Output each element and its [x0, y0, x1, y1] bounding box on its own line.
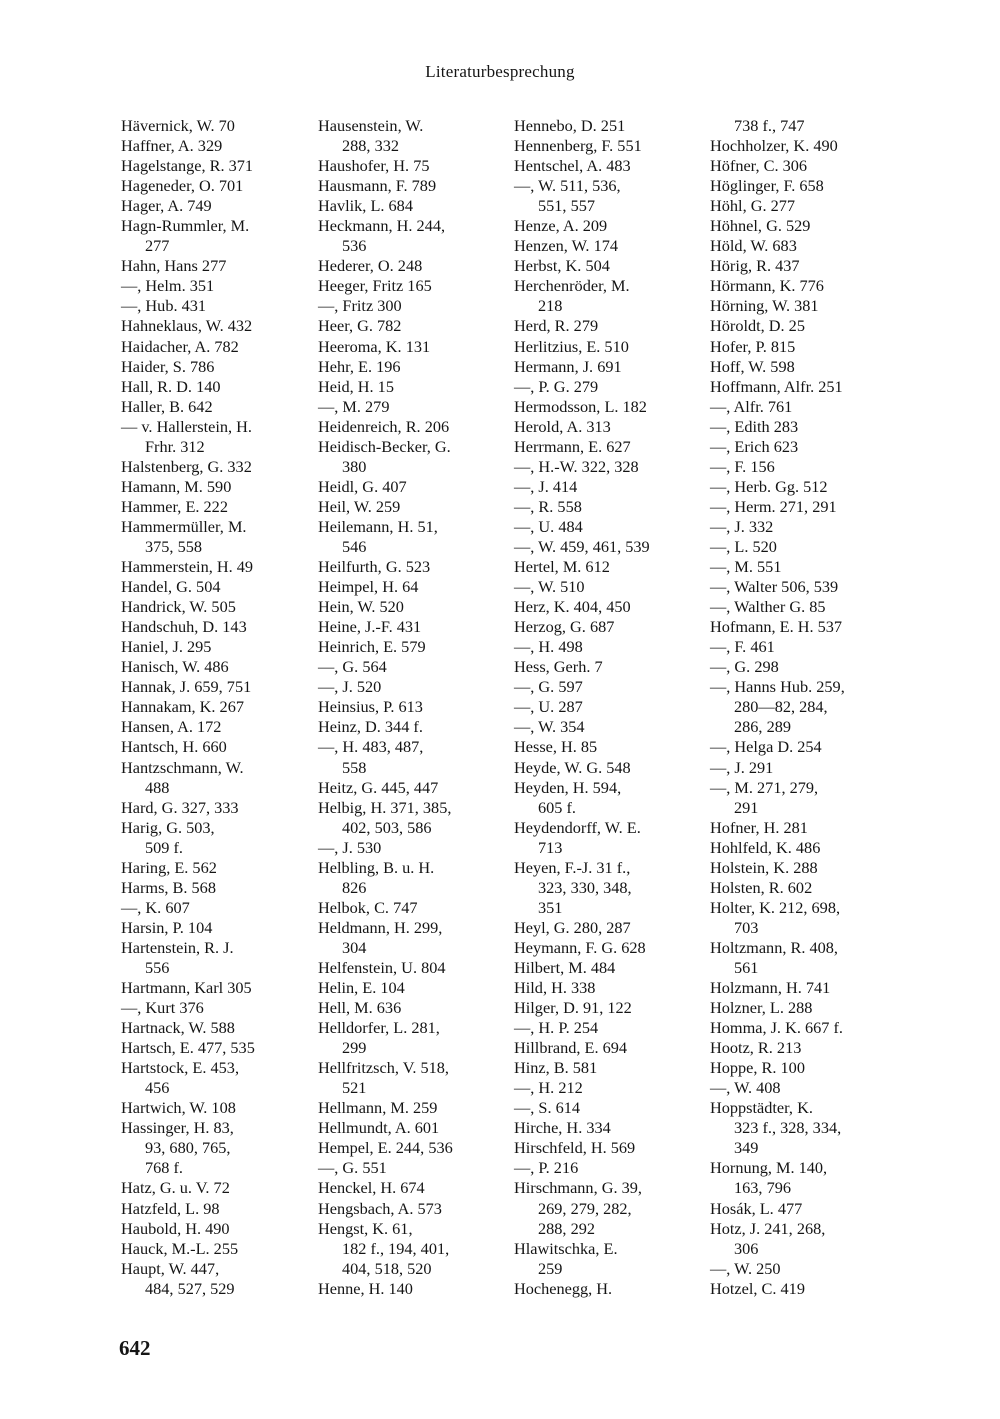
- index-entry: Henzen, W. 174: [514, 236, 618, 256]
- index-entry: Haffner, A. 329: [121, 136, 223, 156]
- index-entry: —, M. 279: [318, 396, 390, 416]
- index-entry: 291: [734, 797, 759, 817]
- index-entry: Hild, H. 338: [514, 978, 596, 998]
- index-entry: Heimpel, H. 64: [318, 577, 419, 597]
- index-entry: —, L. 520: [710, 536, 777, 556]
- index-entry: 323, 330, 348,: [538, 877, 632, 897]
- index-entry: Hörning, W. 381: [710, 296, 819, 316]
- index-entry: Hagn-Rummler, M.: [121, 216, 250, 236]
- index-entry: Heckmann, H. 244,: [318, 216, 446, 236]
- index-entry: Heidisch-Becker, G.: [318, 436, 451, 456]
- index-entry: Höfner, C. 306: [710, 156, 808, 176]
- index-entry: Hochenegg, H.: [514, 1278, 613, 1298]
- index-entry: 536: [342, 236, 367, 256]
- index-entry: Hofmann, E. H. 537: [710, 617, 843, 637]
- index-entry: Haniel, J. 295: [121, 637, 212, 657]
- index-entry: 402, 503, 586: [342, 817, 432, 837]
- index-entry: —, H. 483, 487,: [318, 737, 424, 757]
- index-entry: —, Walther G. 85: [710, 597, 826, 617]
- index-entry: Heilemann, H. 51,: [318, 516, 438, 536]
- index-entry: —, W. 250: [710, 1258, 781, 1278]
- index-entry: Hammermüller, M.: [121, 516, 247, 536]
- index-entry: 826: [342, 877, 367, 897]
- index-entry: —, Herb. Gg. 512: [710, 476, 828, 496]
- index-entry: —, Hub. 431: [121, 296, 207, 316]
- index-entry: Hertel, M. 612: [514, 557, 610, 577]
- index-entry: Hassinger, H. 83,: [121, 1118, 234, 1138]
- index-entry: Haushofer, H. 75: [318, 156, 430, 176]
- index-column-4: [710, 116, 890, 1299]
- index-entry: Heil, W. 259: [318, 496, 401, 516]
- index-entry: Hammer, E. 222: [121, 496, 228, 516]
- index-entry: 277: [145, 236, 170, 256]
- index-entry: Heilfurth, G. 523: [318, 557, 431, 577]
- index-entry: Helbok, C. 747: [318, 897, 418, 917]
- index-entry: Handel, G. 504: [121, 577, 221, 597]
- index-entry: Havlik, L. 684: [318, 196, 413, 216]
- index-entry: —, W. 511, 536,: [514, 176, 621, 196]
- index-entry: 509 f.: [145, 837, 183, 857]
- index-column-3: [514, 116, 694, 1299]
- index-entry: Heyl, G. 280, 287: [514, 917, 631, 937]
- index-entry: Hootz, R. 213: [710, 1038, 802, 1058]
- index-entry: —, W. 510: [514, 577, 585, 597]
- index-entry: Hermodsson, L. 182: [514, 396, 647, 416]
- index-entry: —, Erich 623: [710, 436, 799, 456]
- index-entry: Herrmann, E. 627: [514, 436, 631, 456]
- index-entry: Frhr. 312: [145, 436, 205, 456]
- index-entry: Heinsius, P. 613: [318, 697, 423, 717]
- index-entry: —, J. 530: [318, 837, 382, 857]
- index-entry: 349: [734, 1138, 759, 1158]
- index-entry: 488: [145, 777, 170, 797]
- index-entry: Hengst, K. 61,: [318, 1218, 413, 1238]
- index-entry: Hartwich, W. 108: [121, 1098, 236, 1118]
- index-entry: 456: [145, 1078, 170, 1098]
- index-entry: 484, 527, 529: [145, 1278, 235, 1298]
- index-entry: Hoff, W. 598: [710, 356, 795, 376]
- index-entry: Haller, B. 642: [121, 396, 213, 416]
- index-entry: —, H. P. 254: [514, 1018, 599, 1038]
- index-entry: Helin, E. 104: [318, 978, 405, 998]
- index-entry: Herlitzius, E. 510: [514, 336, 629, 356]
- index-entry: Hannakam, K. 267: [121, 697, 244, 717]
- index-entry: Hennenberg, F. 551: [514, 136, 642, 156]
- index-entry: —, U. 287: [514, 697, 583, 717]
- index-entry: 713: [538, 837, 563, 857]
- index-entry: Helbling, B. u. H.: [318, 857, 435, 877]
- index-entry: 304: [342, 937, 367, 957]
- index-entry: Henne, H. 140: [318, 1278, 413, 1298]
- index-entry: Herz, K. 404, 450: [514, 597, 631, 617]
- index-column-1: [121, 116, 301, 1299]
- index-entry: Hall, R. D. 140: [121, 376, 221, 396]
- index-entry: Haubold, H. 490: [121, 1218, 230, 1238]
- index-entry: —, J. 291: [710, 757, 774, 777]
- index-entry: Harig, G. 503,: [121, 817, 215, 837]
- index-entry: Hederer, O. 248: [318, 256, 423, 276]
- index-entry: 280—82, 284,: [734, 697, 828, 717]
- index-entry: Hlawitschka, E.: [514, 1238, 618, 1258]
- index-entry: Hinz, B. 581: [514, 1058, 598, 1078]
- index-entry: 521: [342, 1078, 367, 1098]
- index-entry: Holstein, K. 288: [710, 857, 818, 877]
- index-entry: Hermann, J. 691: [514, 356, 622, 376]
- index-entry: —, P. 216: [514, 1158, 579, 1178]
- index-entry: Hager, A. 749: [121, 196, 212, 216]
- index-entry: Hausmann, F. 789: [318, 176, 437, 196]
- index-entry: —, W. 408: [710, 1078, 781, 1098]
- index-entry: Heeroma, K. 131: [318, 336, 431, 356]
- index-entry: Hauck, M.-L. 255: [121, 1238, 239, 1258]
- index-entry: 306: [734, 1238, 759, 1258]
- index-entry: 738 f., 747: [734, 116, 805, 135]
- index-entry: Heeger, Fritz 165: [318, 276, 432, 296]
- index-entry: 286, 289: [734, 717, 791, 737]
- index-entry: Hantzschmann, W.: [121, 757, 244, 777]
- index-entry: Höld, W. 683: [710, 236, 797, 256]
- index-entry: —, Helm. 351: [121, 276, 215, 296]
- index-entry: Helbig, H. 371, 385,: [318, 797, 452, 817]
- index-entry: Henckel, H. 674: [318, 1178, 425, 1198]
- index-entry: —, M. 271, 279,: [710, 777, 819, 797]
- index-entry: —, H. 498: [514, 637, 583, 657]
- index-entry: Hillbrand, E. 694: [514, 1038, 628, 1058]
- index-entry: Herzog, G. 687: [514, 617, 615, 637]
- index-entry: Holzner, L. 288: [710, 998, 813, 1018]
- index-entry: 288, 332: [342, 136, 399, 156]
- index-entry: Hammerstein, H. 49: [121, 557, 254, 577]
- index-entry: 218: [538, 296, 563, 316]
- index-entry: —, R. 558: [514, 496, 582, 516]
- index-entry: 558: [342, 757, 367, 777]
- index-entry: Hotz, J. 241, 268,: [710, 1218, 826, 1238]
- index-entry: Hartstock, E. 453,: [121, 1058, 240, 1078]
- index-entry: Hävernick, W. 70: [121, 116, 235, 135]
- index-entry: —, Alfr. 761: [710, 396, 793, 416]
- index-entry: Handschuh, D. 143: [121, 617, 247, 637]
- index-entry: Halstenberg, G. 332: [121, 456, 252, 476]
- index-entry: Hess, Gerh. 7: [514, 657, 603, 677]
- index-entry: Harsin, P. 104: [121, 917, 213, 937]
- index-entry: Hotzel, C. 419: [710, 1278, 805, 1298]
- index-entry: Hosák, L. 477: [710, 1198, 803, 1218]
- running-header: Literaturbesprechung: [425, 62, 575, 81]
- index-entry: Hard, G. 327, 333: [121, 797, 239, 817]
- index-entry: Heidenreich, R. 206: [318, 416, 450, 436]
- index-entry: Heyde, W. G. 548: [514, 757, 631, 777]
- index-entry: —, Hanns Hub. 259,: [710, 677, 845, 697]
- index-entry: Haring, E. 562: [121, 857, 217, 877]
- index-entry: Harms, B. 568: [121, 877, 216, 897]
- index-entry: Hatzfeld, L. 98: [121, 1198, 220, 1218]
- index-entry: 404, 518, 520: [342, 1258, 432, 1278]
- index-entry: Helldorfer, L. 281,: [318, 1018, 440, 1038]
- index-entry: Heer, G. 782: [318, 316, 402, 336]
- index-entry: Heid, H. 15: [318, 376, 394, 396]
- index-entry: Haupt, W. 447,: [121, 1258, 220, 1278]
- index-entry: Hörmann, K. 776: [710, 276, 824, 296]
- index-entry: 556: [145, 957, 170, 977]
- index-entry: —, J. 414: [514, 476, 578, 496]
- index-entry: —, Herm. 271, 291: [710, 496, 837, 516]
- index-entry: Holsten, R. 602: [710, 877, 813, 897]
- index-entry: Hirschfeld, H. 569: [514, 1138, 636, 1158]
- index-entry: —, J. 332: [710, 516, 774, 536]
- index-entry: 375, 558: [145, 536, 202, 556]
- index-entry: 703: [734, 917, 759, 937]
- index-entry: Homma, J. K. 667 f.: [710, 1018, 843, 1038]
- index-entry: —, Edith 283: [710, 416, 799, 436]
- index-entry: Hausenstein, W.: [318, 116, 424, 135]
- index-entry: Hornung, M. 140,: [710, 1158, 828, 1178]
- index-entry: —, W. 459, 461, 539: [514, 536, 650, 556]
- index-entry: —, K. 607: [121, 897, 190, 917]
- index-entry: —, H. 212: [514, 1078, 583, 1098]
- index-entry: Hilbert, M. 484: [514, 957, 616, 977]
- index-entry: —, Helga D. 254: [710, 737, 822, 757]
- index-entry: Hagelstange, R. 371: [121, 156, 254, 176]
- index-entry: Hoppe, R. 100: [710, 1058, 805, 1078]
- index-entry: —, F. 461: [710, 637, 775, 657]
- index-entry: Heldmann, H. 299,: [318, 917, 443, 937]
- index-entry: Hofer, P. 815: [710, 336, 796, 356]
- index-entry: 605 f.: [538, 797, 576, 817]
- index-entry: Haidacher, A. 782: [121, 336, 239, 356]
- index-entry: Hilger, D. 91, 122: [514, 998, 632, 1018]
- index-entry: Holzmann, H. 741: [710, 978, 831, 998]
- index-entry: Höglinger, F. 658: [710, 176, 824, 196]
- index-entry: Hentschel, A. 483: [514, 156, 631, 176]
- index-entry: —, U. 484: [514, 516, 583, 536]
- index-entry: Hofner, H. 281: [710, 817, 808, 837]
- index-entry: —, G. 551: [318, 1158, 387, 1178]
- index-entry: Hellfritzsch, V. 518,: [318, 1058, 449, 1078]
- index-entry: Heine, J.-F. 431: [318, 617, 422, 637]
- index-entry: —, G. 564: [318, 657, 387, 677]
- index-entry: Herold, A. 313: [514, 416, 611, 436]
- index-entry: Hansen, A. 172: [121, 717, 222, 737]
- index-column-2: [318, 116, 498, 1299]
- index-entry: Hempel, E. 244, 536: [318, 1138, 453, 1158]
- index-entry: Heinz, D. 344 f.: [318, 717, 423, 737]
- index-entry: 299: [342, 1038, 367, 1058]
- index-entry: Hesse, H. 85: [514, 737, 598, 757]
- index-entry: Hennebo, D. 251: [514, 116, 626, 135]
- index-entry: 768 f.: [145, 1158, 183, 1178]
- index-entry: —, M. 551: [710, 557, 782, 577]
- index-entry: —, J. 520: [318, 677, 382, 697]
- index-entry: Hirche, H. 334: [514, 1118, 611, 1138]
- index-entry: Hirschmann, G. 39,: [514, 1178, 642, 1198]
- index-entry: Heymann, F. G. 628: [514, 937, 646, 957]
- index-entry: Hartmann, Karl 305: [121, 978, 252, 998]
- index-entry: —, Walter 506, 539: [710, 577, 839, 597]
- index-entry: — v. Hallerstein, H.: [121, 416, 252, 436]
- index-entry: Herbst, K. 504: [514, 256, 610, 276]
- index-entry: 259: [538, 1258, 563, 1278]
- index-entry: —, Fritz 300: [318, 296, 402, 316]
- index-entry: Höhnel, G. 529: [710, 216, 811, 236]
- index-entry: Heyden, H. 594,: [514, 777, 622, 797]
- index-entry: 288, 292: [538, 1218, 595, 1238]
- index-entry: Hahn, Hans 277: [121, 256, 227, 276]
- index-entry: —, G. 597: [514, 677, 583, 697]
- index-entry: Hohlfeld, K. 486: [710, 837, 821, 857]
- index-entry: Heyen, F.-J. 31 f.,: [514, 857, 631, 877]
- index-entry: 163, 796: [734, 1178, 791, 1198]
- index-entry: Hoffmann, Alfr. 251: [710, 376, 843, 396]
- index-entry: Haider, S. 786: [121, 356, 215, 376]
- index-entry: Höroldt, D. 25: [710, 316, 805, 336]
- index-entry: 551, 557: [538, 196, 595, 216]
- index-entry: 269, 279, 282,: [538, 1198, 632, 1218]
- index-entry: Hengsbach, A. 573: [318, 1198, 442, 1218]
- index-entry: Helfenstein, U. 804: [318, 957, 446, 977]
- index-entry: Hehr, E. 196: [318, 356, 401, 376]
- index-entry: Henze, A. 209: [514, 216, 608, 236]
- index-entry: Hamann, M. 590: [121, 476, 232, 496]
- index-entry: Höhl, G. 277: [710, 196, 796, 216]
- index-entry: 93, 680, 765,: [145, 1138, 231, 1158]
- index-entry: —, G. 298: [710, 657, 779, 677]
- index-entry: —, S. 614: [514, 1098, 581, 1118]
- index-entry: 380: [342, 456, 367, 476]
- index-entry: Heydendorff, W. E.: [514, 817, 641, 837]
- index-entry: Heitz, G. 445, 447: [318, 777, 439, 797]
- index-entry: 351: [538, 897, 563, 917]
- index-entry: Holtzmann, R. 408,: [710, 937, 838, 957]
- index-entry: Hartnack, W. 588: [121, 1018, 235, 1038]
- index-entry: Hoppstädter, K.: [710, 1098, 813, 1118]
- index-entry: —, H.-W. 322, 328: [514, 456, 639, 476]
- index-entry: 546: [342, 536, 367, 556]
- index-entry: Hatz, G. u. V. 72: [121, 1178, 230, 1198]
- index-entry: —, Kurt 376: [121, 998, 204, 1018]
- index-entry: 561: [734, 957, 759, 977]
- index-entry: Hannak, J. 659, 751: [121, 677, 252, 697]
- index-entry: —, F. 156: [710, 456, 775, 476]
- index-entry: Handrick, W. 505: [121, 597, 236, 617]
- index-entry: Herchenröder, M.: [514, 276, 630, 296]
- index-entry: Hell, M. 636: [318, 998, 402, 1018]
- index-entry: Hochholzer, K. 490: [710, 136, 838, 156]
- index-entry: —, W. 354: [514, 717, 585, 737]
- index-entry: Hanisch, W. 486: [121, 657, 229, 677]
- index-entry: Hellmundt, A. 601: [318, 1118, 440, 1138]
- index-entry: Hellmann, M. 259: [318, 1098, 438, 1118]
- index-entry: Hartsch, E. 477, 535: [121, 1038, 255, 1058]
- index-entry: Hahneklaus, W. 432: [121, 316, 253, 336]
- index-entry: 182 f., 194, 401,: [342, 1238, 450, 1258]
- index-entry: Holter, K. 212, 698,: [710, 897, 841, 917]
- index-entry: Heinrich, E. 579: [318, 637, 426, 657]
- index-entry: Herd, R. 279: [514, 316, 599, 336]
- index-entry: Heidl, G. 407: [318, 476, 407, 496]
- index-entry: Hageneder, O. 701: [121, 176, 244, 196]
- index-entry: 323 f., 328, 334,: [734, 1118, 842, 1138]
- index-entry: Hantsch, H. 660: [121, 737, 227, 757]
- index-entry: Hörig, R. 437: [710, 256, 800, 276]
- page-number: 642: [119, 1336, 151, 1360]
- index-entry: —, P. G. 279: [514, 376, 599, 396]
- index-entry: Hein, W. 520: [318, 597, 404, 617]
- index-entry: Hartenstein, R. J.: [121, 937, 234, 957]
